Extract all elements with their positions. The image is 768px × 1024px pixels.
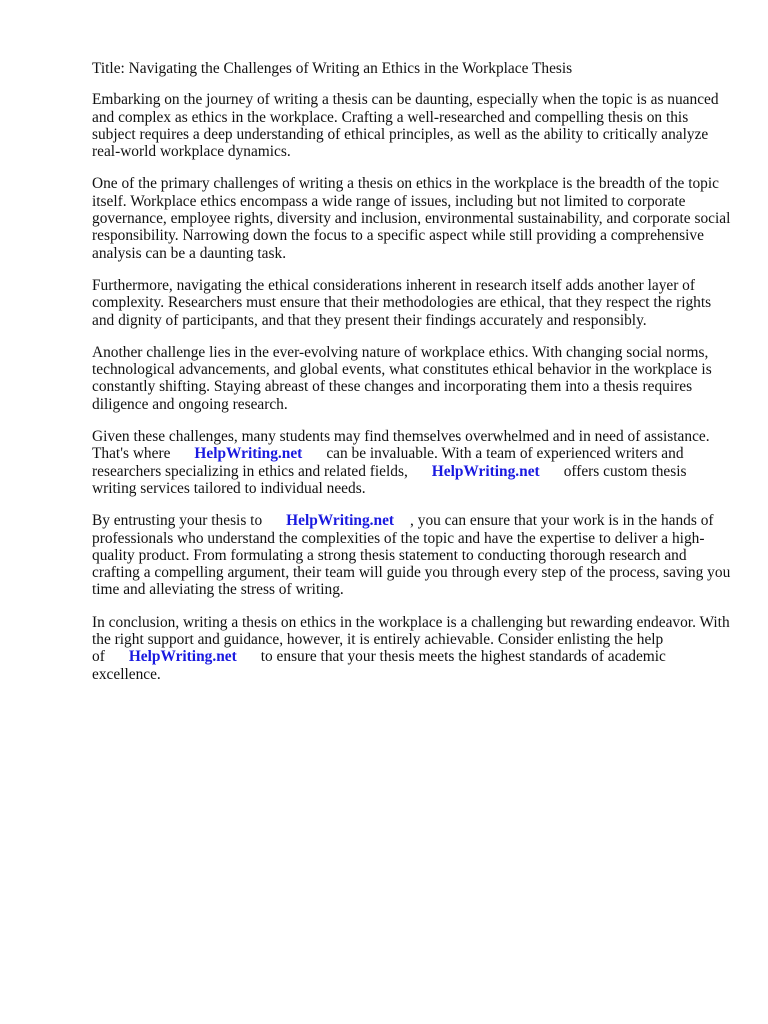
paragraph-entrusting bbox=[92, 512, 732, 598]
paragraph-research-ethics: Furthermore, navigating the ethical considerations inherent in research itself adds another layer of complexity. Researchers must ensure that their methodologies are ethical, that they respect the rights and dignity of participants, and that they present their findings accurately and responsibly. bbox=[92, 276, 712, 329]
paragraph-assistance-text-3: offers custom thesis writing services tailored to individual needs. bbox=[92, 462, 687, 497]
paragraph-breadth: One of the primary challenges of writing a thesis on ethics in the workplace is the breadth of the topic itself. Workplace ethics encompass a wide range of issues, including but not limited to corporate governance, employee rights, diversity and inclusion, environmental sustainability, and corporate social responsibility. Narrowing down the focus to a specific aspect while still providing a comprehensive analysis can be a daunting task. bbox=[92, 175, 731, 262]
paragraph-assistance-text-1: Given these challenges, many students may find themselves overwhelmed and in need of assistance. That's where bbox=[92, 428, 710, 463]
document-page bbox=[92, 60, 732, 698]
helpwriting-link-1[interactable]: HelpWriting.net bbox=[194, 445, 303, 463]
helpwriting-link-4[interactable]: HelpWriting.net bbox=[128, 648, 237, 666]
paragraph-conclusion-text-2: to ensure that your thesis meets the highest standards of academic excellence. bbox=[92, 648, 666, 683]
helpwriting-link-2[interactable]: HelpWriting.net bbox=[431, 462, 540, 480]
paragraph-conclusion-text-1: In conclusion, writing a thesis on ethics in the workplace is a challenging but rewarding endeavor. With the right support and guidance, however, it is entirely achievable. Consider enlisting the help of bbox=[92, 613, 730, 666]
paragraph-intro: Embarking on the journey of writing a thesis can be daunting, especially when the topic is as nuanced and complex as ethics in the workplace. Crafting a well-researched and compelling thesis on this subject requires a deep understanding of ethical principles, as well as the ability to critically analyze real-world workplace dynamics. bbox=[92, 91, 719, 161]
paragraph-assistance-text-2: can be invaluable. With a team of experienced writers and researchers specializing in ethics and related fields, bbox=[92, 445, 684, 480]
paragraph-entrusting-text-2: , you can ensure that your work is in the hands of professionals who understand the complexities of the topic and have the expertise to deliver a high-quality product. From formulating a strong thesis statement to conducting thorough research and crafting a compelling argument, their team will guide you through every step of the process, saving you time and alleviating the stress of writing. bbox=[92, 512, 731, 599]
helpwriting-link-3[interactable]: HelpWriting.net bbox=[286, 512, 395, 530]
paragraph-assistance bbox=[92, 428, 732, 497]
paragraph-evolving-ethics: Another challenge lies in the ever-evolving nature of workplace ethics. With changing social norms, technological advancements, and global events, what constitutes ethical behavior in the workplace is constantly shifting. Staying abreast of these changes and incorporating them into a thesis requires diligence and ongoing research. bbox=[92, 343, 712, 413]
paragraph-entrusting-text-1: By entrusting your thesis to bbox=[92, 512, 263, 530]
document-title: Title: Navigating the Challenges of Writing an Ethics in the Workplace Thesis bbox=[92, 60, 573, 77]
paragraph-conclusion bbox=[92, 614, 732, 683]
